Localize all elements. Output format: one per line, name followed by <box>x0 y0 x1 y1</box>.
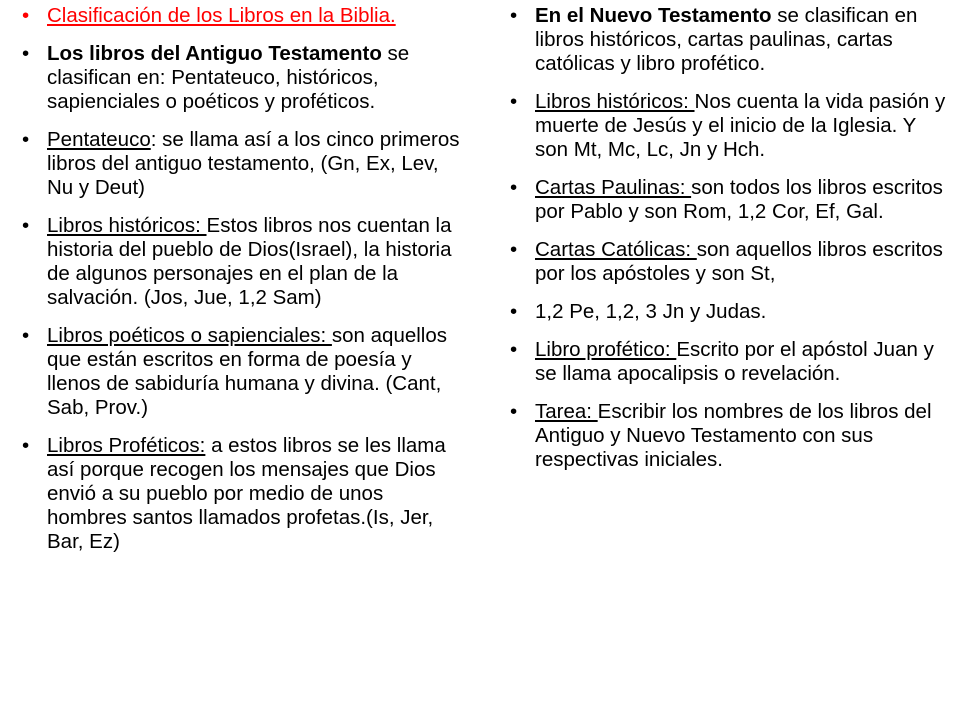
bullet-icon: • <box>22 434 30 457</box>
bullet-icon: • <box>22 4 30 27</box>
list-item-libros-profeticos <box>22 434 468 554</box>
list-item-cartas-catolicas <box>510 238 946 286</box>
bullet-icon: • <box>22 128 30 151</box>
list-item-libro-profetico <box>510 338 946 386</box>
item-text: son todos los libros escritos por Pablo y son Rom, 1,2 Cor, Ef, Gal. <box>535 176 943 223</box>
item-text: a estos libros se les llama así porque recogen los mensajes que Dios envió a su pueblo por medio de unos hombres santos llamados profetas.(Is, Jer, Bar, Ez) <box>47 434 446 553</box>
item-lead: Libros Proféticos: <box>47 434 206 457</box>
item-text: Nos cuenta la vida pasión y muerte de Jesús y el inicio de la Iglesia. Y son Mt, Mc, Lc, Jn y Hch. <box>535 90 946 161</box>
left-bullet-list <box>22 4 468 554</box>
bullet-icon: • <box>510 300 518 323</box>
bullet-icon: • <box>22 214 30 237</box>
list-item-antiguo-testamento <box>22 42 468 114</box>
list-item-libros-poeticos <box>22 324 468 420</box>
list-item-libros-historicos-nt <box>510 90 946 162</box>
right-bullet-list <box>510 4 946 472</box>
item-lead: Libros poéticos o sapienciales: <box>47 324 332 347</box>
item-lead: Libros históricos: <box>535 90 695 113</box>
item-text: se clasifican en libros históricos, cartas paulinas, cartas católicas y libro profético. <box>535 4 918 75</box>
list-item-cartas-paulinas <box>510 176 946 224</box>
bullet-icon: • <box>510 4 518 27</box>
bullet-icon: • <box>510 176 518 199</box>
item-text: se clasifican en: Pentateuco, históricos, sapienciales o poéticos y proféticos. <box>47 42 410 113</box>
list-item-title <box>22 4 468 28</box>
list-item-nuevo-testamento <box>510 4 946 76</box>
item-lead: Libros históricos: <box>47 214 207 237</box>
item-text: son aquellos que están escritos en forma de poesía y llenos de sabiduría humana y divina. (Cant, Sab, Prov.) <box>47 324 448 419</box>
list-item-tarea <box>510 400 946 472</box>
item-lead: Cartas Paulinas: <box>535 176 692 199</box>
left-column <box>22 4 468 568</box>
bullet-icon: • <box>510 338 518 361</box>
item-lead: Cartas Católicas: <box>535 238 697 261</box>
item-lead: Los libros del Antiguo Testamento <box>47 42 382 65</box>
item-text: Escribir los nombres de los libros del Antiguo y Nuevo Testamento con sus respectivas iniciales. <box>535 400 932 471</box>
item-text: son aquellos libros escritos por los apóstoles y son St, <box>535 238 943 285</box>
item-lead: Pentateuco <box>47 128 151 151</box>
list-item-pentateuco <box>22 128 468 200</box>
bullet-icon: • <box>510 400 518 423</box>
bullet-icon: • <box>22 42 30 65</box>
bullet-icon: • <box>510 90 518 113</box>
item-text: : se llama así a los cinco primeros libros del antiguo testamento, (Gn, Ex, Lev, Nu y Deut) <box>47 128 460 199</box>
item-lead: En el Nuevo Testamento <box>535 4 772 27</box>
item-text: Escrito por el apóstol Juan y se llama apocalipsis o revelación. <box>535 338 934 385</box>
item-text: 1,2 Pe, 1,2, 3 Jn y Judas. <box>535 300 767 323</box>
item-lead: Tarea: <box>535 400 598 423</box>
list-item-cartas-catolicas-cont <box>510 300 946 324</box>
bullet-icon: • <box>22 324 30 347</box>
item-lead: Libro profético: <box>535 338 677 361</box>
item-text: Estos libros nos cuentan la historia del pueblo de Dios(Israel), la historia de algunos personajes en el plan de la salvación. (Jos, Jue, 1,2 Sam) <box>47 214 452 309</box>
slide-title: Clasificación de los Libros en la Biblia. <box>47 4 396 27</box>
right-column <box>510 4 946 486</box>
list-item-libros-historicos <box>22 214 468 310</box>
bullet-icon: • <box>510 238 518 261</box>
